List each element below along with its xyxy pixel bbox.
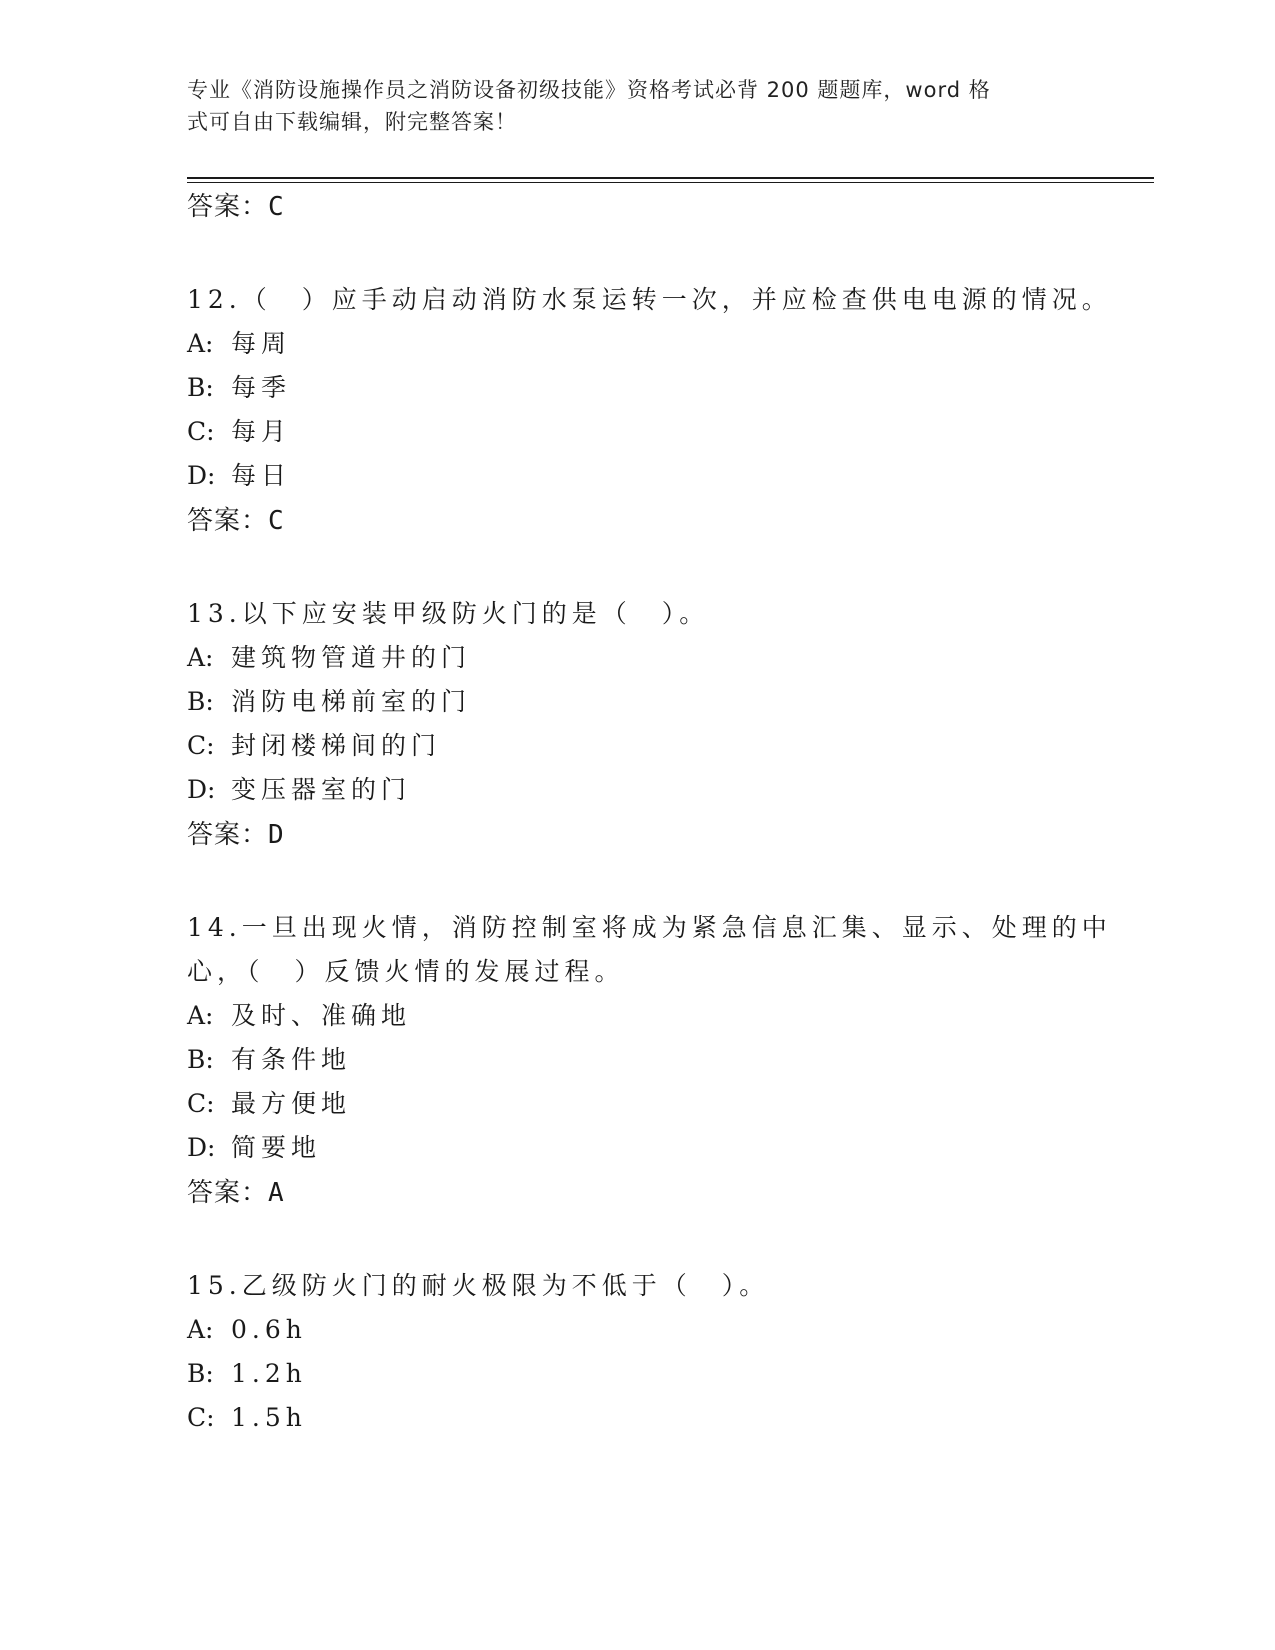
option-a bbox=[187, 328, 291, 360]
question-14-line-1: 14.一旦出现火情，消防控制室将成为紧急信息汇集、显示、处理的中 bbox=[187, 913, 1112, 942]
option-b bbox=[187, 1044, 351, 1076]
answer-label: 答案： bbox=[187, 1178, 269, 1208]
option-key: A: bbox=[187, 329, 214, 358]
answer-13 bbox=[187, 819, 285, 851]
answer-value: C bbox=[268, 192, 285, 222]
question-13: 13.以下应安装甲级防火门的是（ ）。 bbox=[187, 599, 710, 628]
option-key: B: bbox=[187, 687, 214, 716]
option-text: 及时、准确地 bbox=[231, 1001, 412, 1030]
header-line-1: 专业《消防设施操作员之消防设备初级技能》资格考试必背 200 题题库，word 格 bbox=[187, 78, 991, 102]
option-key: D: bbox=[187, 775, 216, 804]
option-c bbox=[187, 1402, 307, 1434]
option-key: B: bbox=[187, 1359, 214, 1388]
option-text: 变压器室的门 bbox=[231, 775, 412, 804]
option-text: 每月 bbox=[231, 417, 292, 446]
option-a bbox=[187, 1000, 411, 1032]
option-key: B: bbox=[187, 1045, 214, 1074]
option-text: 有条件地 bbox=[231, 1045, 352, 1074]
question-12: 12.（ ）应手动启动消防水泵运转一次，并应检查供电电源的情况。 bbox=[187, 285, 1112, 314]
answer-value: A bbox=[268, 1178, 285, 1208]
question-14-line-2: 心，（ ）反馈火情的发展过程。 bbox=[187, 957, 625, 986]
answer-label: 答案： bbox=[187, 506, 269, 536]
option-a bbox=[187, 642, 471, 674]
option-c bbox=[187, 416, 291, 448]
option-d bbox=[187, 774, 411, 806]
option-text: 1.5h bbox=[231, 1403, 307, 1432]
option-text: 封闭楼梯间的门 bbox=[231, 731, 442, 760]
answer-value: C bbox=[268, 506, 285, 536]
option-c bbox=[187, 730, 441, 762]
header-divider-thick bbox=[187, 177, 1154, 179]
header-line-2: 式可自由下载编辑，附完整答案！ bbox=[187, 110, 517, 134]
option-b bbox=[187, 1358, 307, 1390]
answer-label: 答案： bbox=[187, 192, 269, 222]
option-text: 1.2h bbox=[231, 1359, 307, 1388]
option-key: A: bbox=[187, 643, 214, 672]
option-key: B: bbox=[187, 373, 214, 402]
option-text: 建筑物管道井的门 bbox=[231, 643, 472, 672]
option-b bbox=[187, 686, 471, 718]
option-text: 每周 bbox=[231, 329, 292, 358]
answer-label: 答案： bbox=[187, 820, 269, 850]
option-key: C: bbox=[187, 417, 215, 446]
question-15: 15.乙级防火门的耐火极限为不低于（ ）。 bbox=[187, 1271, 770, 1300]
answer-14 bbox=[187, 1177, 285, 1209]
option-text: 0.6h bbox=[231, 1315, 307, 1344]
option-text: 消防电梯前室的门 bbox=[231, 687, 472, 716]
option-c bbox=[187, 1088, 351, 1120]
option-text: 最方便地 bbox=[231, 1089, 352, 1118]
option-key: C: bbox=[187, 1089, 215, 1118]
option-key: D: bbox=[187, 461, 216, 490]
option-key: C: bbox=[187, 731, 215, 760]
option-key: C: bbox=[187, 1403, 215, 1432]
option-d bbox=[187, 1132, 321, 1164]
option-b bbox=[187, 372, 291, 404]
option-text: 每日 bbox=[231, 461, 292, 490]
option-key: D: bbox=[187, 1133, 216, 1162]
option-text: 简要地 bbox=[231, 1133, 322, 1162]
answer-prev bbox=[187, 191, 285, 223]
header-divider-thin bbox=[187, 182, 1154, 183]
option-key: A: bbox=[187, 1001, 214, 1030]
option-text: 每季 bbox=[231, 373, 292, 402]
answer-12 bbox=[187, 505, 285, 537]
answer-value: D bbox=[268, 820, 285, 850]
document-header bbox=[187, 74, 1087, 138]
option-d bbox=[187, 460, 291, 492]
option-a bbox=[187, 1314, 307, 1346]
option-key: A: bbox=[187, 1315, 214, 1344]
